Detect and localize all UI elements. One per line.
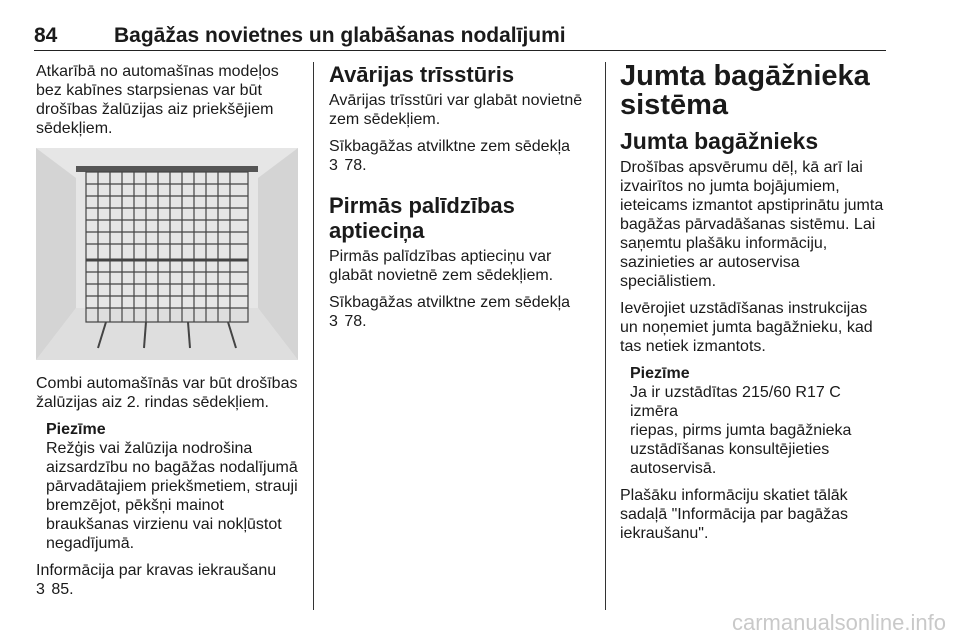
column-3	[620, 62, 888, 551]
drawer-reference-1	[329, 137, 591, 175]
note-text: Režģis vai žalūzija nodrošina aizsardzību no bagāžas nodalījumā pārvadātajiem priekšmetiem, strauji bremzējot, pēkšņi mainot braukšanas virzienu vai nokļūstot negadījumā.	[46, 440, 298, 552]
first-aid-heading: Pirmās palīdzības aptieciņa	[329, 193, 515, 243]
roof-rack-system-heading: Jumta bagāžnieka sistēma	[620, 60, 870, 121]
note-block	[46, 420, 298, 553]
combi-paragraph: Combi automašīnās var būt drošības žalūzijas aiz 2. rindas sēdekļiem.	[36, 375, 298, 411]
warning-triangle-heading: Avārijas trīsstūris	[329, 62, 515, 87]
drawer-reference-2	[329, 293, 591, 331]
safety-grille-illustration	[36, 148, 298, 360]
roof-rack-subheading: Jumta bagāžnieks	[620, 128, 819, 154]
page-number: 84	[34, 24, 58, 47]
roof-rack-paragraph-1: Drošības apsvērumu dēļ, kā arī lai izvairītos no jumta bojājumiem, ieteicams izmantot apstiprinātu jumta bagāžas pārvadāšanas sistēmu. Lai saņemtu plašāku informāciju, sazinieties ar autoservisa speciālistiem.	[620, 159, 884, 290]
intro-paragraph: Atkarībā no automašīnas modeļos bez kabīnes starpsienas var būt drošības žalūzijas aiz priekšējiem sēdekļiem.	[36, 63, 279, 137]
drawer-reference-text: Sīkbagāžas atvilktne zem sēdekļa	[329, 138, 571, 155]
cargo-grille-drawing	[36, 148, 298, 360]
header-divider	[34, 50, 886, 51]
reference-page-link[interactable]: 78.	[344, 313, 367, 330]
reference-arrow-icon: 3	[329, 313, 338, 330]
watermark: carmanualsonline.info	[731, 610, 946, 635]
roof-rack-paragraph-2: Ievērojiet uzstādīšanas instrukcijas un noņemiet jumta bagāžnieku, kad tas netiek izmantots.	[620, 300, 873, 355]
warning-triangle-paragraph: Avārijas trīsstūri var glabāt novietnē zem sēdekļiem.	[329, 92, 583, 128]
page-title: Bagāžas novietnes un glabāšanas nodalījumi	[114, 24, 566, 47]
reference-arrow-icon: 3	[329, 157, 338, 174]
reference-page-link[interactable]: 85.	[51, 581, 74, 598]
note-label: Piezīme	[630, 365, 690, 382]
column-divider-2	[605, 62, 606, 610]
roof-rack-paragraph-3: Plašāku informāciju skatiet tālāk sadaļā "Informācija par bagāžas iekraušanu".	[620, 487, 849, 542]
reference-page-link[interactable]: 78.	[344, 157, 367, 174]
first-aid-paragraph: Pirmās palīdzības aptieciņu var glabāt novietnē zem sēdekļiem.	[329, 248, 554, 284]
page-header	[34, 24, 886, 50]
note-block	[630, 364, 888, 478]
note-label: Piezīme	[46, 421, 106, 438]
column-divider-1	[313, 62, 314, 610]
column-1	[36, 62, 298, 607]
drawer-reference-text: Sīkbagāžas atvilktne zem sēdekļa	[329, 294, 571, 311]
reference-text: Informācija par kravas iekraušanu	[36, 562, 277, 579]
note-text: Ja ir uzstādītas 215/60 R17 C izmēra riepas, pirms jumta bagāžnieka uzstādīšanas konsultējieties autoservisā.	[630, 384, 852, 477]
cross-reference	[36, 561, 298, 599]
column-2	[329, 62, 591, 339]
reference-arrow-icon: 3	[36, 581, 45, 598]
